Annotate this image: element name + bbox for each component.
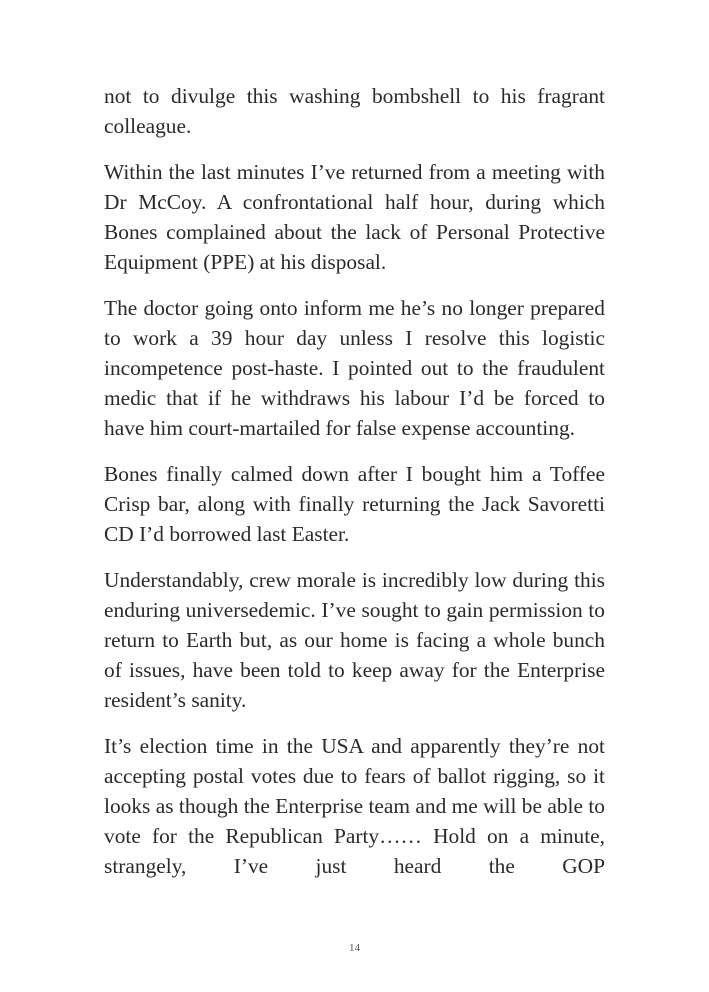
paragraph-3: The doctor going onto inform me he’s no longer prepared to work a 39 hour day unless I resolve this logistic incompetence post-haste. I pointed out to the fraudulent medic that if he withdraws his labour I’d be forced to have him court-martailed for false expense accounting. [104,296,605,440]
paragraph-4: Bones finally calmed down after I bought him a Toffee Crisp bar, along with finally returning the Jack Savoretti CD I’d borrowed last Easter. [104,462,605,546]
body-text [104,81,605,881]
paragraph-1: not to divulge this washing bombshell to his fragrant colleague. [104,84,605,138]
page-number: 14 [349,942,360,954]
paragraph-5: Understandably, crew morale is incredibly low during this enduring universedemic. I’ve sought to gain permission to return to Earth but, as our home is facing a whole bunch of issues, have been told to keep away for the Enterprise resident’s sanity. [104,568,605,712]
paragraph-6: It’s election time in the USA and apparently they’re not accepting postal votes due to fears of ballot rigging, so it looks as though the Enterprise team and me will be able to vote for the Republican Party…… Hold on a minute, strangely, I’ve just heard the GOP [104,734,605,878]
paragraph-2: Within the last minutes I’ve returned from a meeting with Dr McCoy. A confrontational half hour, during which Bones complained about the lack of Personal Protective Equipment (PPE) at his disposal. [104,160,605,274]
